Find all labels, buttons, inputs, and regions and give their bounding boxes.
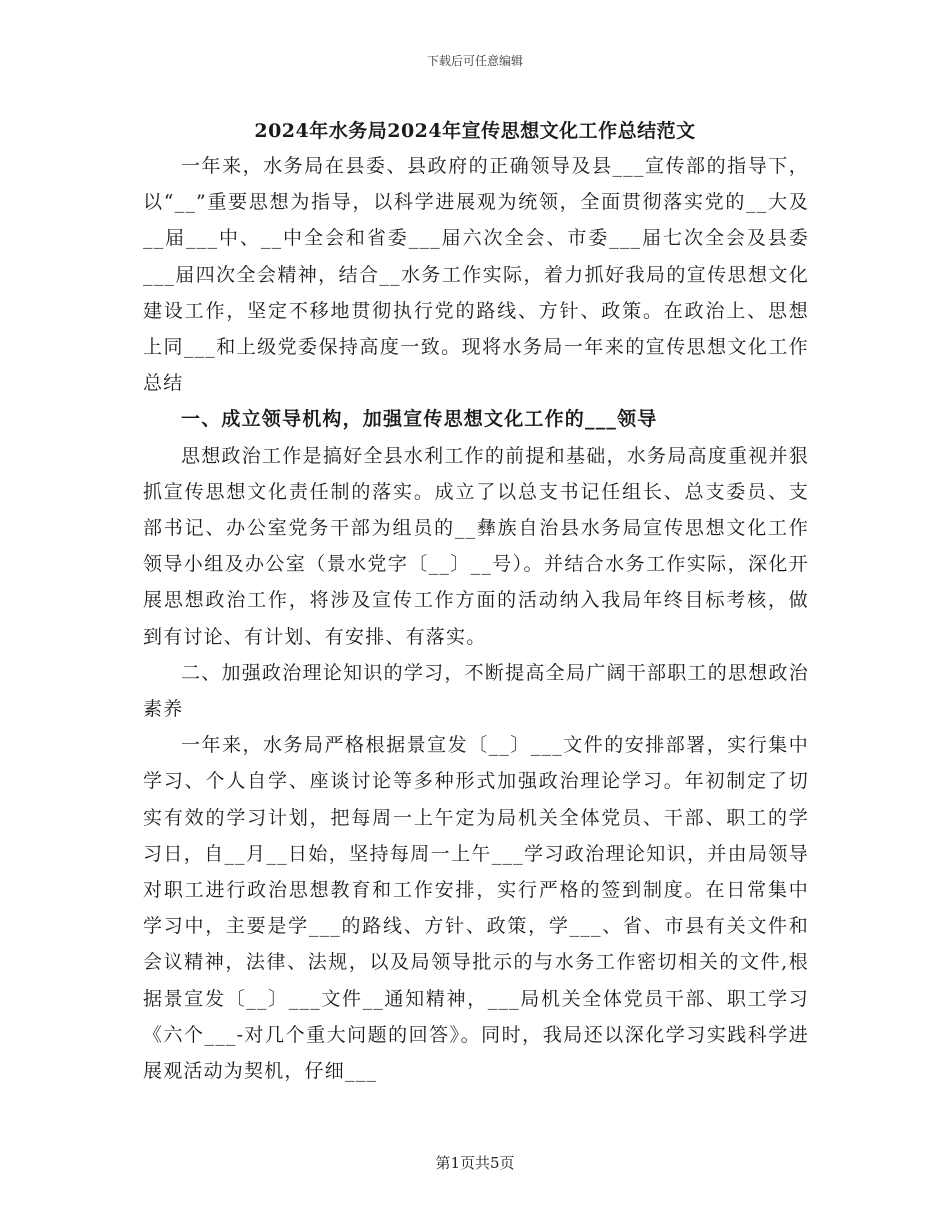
section-heading-1: 一、成立领导机构，加强宣传思想文化工作的___领导 bbox=[181, 408, 658, 431]
document-title: 2024年水务局2024年宣传思想文化工作总结范文 bbox=[254, 120, 696, 142]
paragraph-intro: 一年来，水务局在县委、县政府的正确领导及县___宣传部的指导下，以“__”重要思想为指导，以科学进展观为统领，全面贯彻落实党的__大及__届___中、__中全会和省委___届六次全会、市委___届七次全会及县委___届四次全会精神，结合__水务工作实际，着力抓好我局的宣传思想文化建设工作，坚定不移地贯彻执行党的路线、方针、政策。在政治上、思想上同___和上级党委保持高度一致。现将水务局一年来的宣传思想文化工作总结 bbox=[143, 155, 809, 395]
paragraph-section-2: 一年来，水务局严格根据景宣发〔__〕___文件的安排部署，实行集中学习、个人自学、座谈讨论等多种形式加强政治理论学习。年初制定了切实有效的学习计划，把每周一上午定为局机关全体党员、干部、职工的学习日，自__月__日始，坚持每周一上午___学习政治理论知识，并由局领导对职工进行政治思想教育和工作安排，实行严格的签到制度。在日常集中学习中，主要是学___的路线、方针、政策，学___、省、市县有关文件和会议精神，法律、法规，以及局领导批示的与水务工作密切相关的文件,根据景宣发〔__〕___文件__通知精神，___局机关全体党员干部、职工学习《六个___-对几个重大问题的回答》。同时，我局还以深化学习实践科学进展观活动为契机，仔细___ bbox=[143, 734, 809, 1083]
document-body bbox=[143, 148, 809, 1089]
paragraph-section-1: 思想政治工作是搞好全县水利工作的前提和基础，水务局高度重视并狠抓宣传思想文化责任制的落实。成立了以总支书记任组长、总支委员、支部书记、办公室党务干部为组员的__彝族自治县水务局宣传思想文化工作领导小组及办公室（景水党字〔__〕__号）。并结合水务工作实际，深化开展思想政治工作，将涉及宣传工作方面的活动纳入我局年终目标考核，做到有讨论、有计划、有安排、有落实。 bbox=[143, 444, 809, 648]
section-heading-2: 二、加强政治理论知识的学习，不断提高全局广阔干部职工的思想政治素养 bbox=[143, 661, 809, 721]
page-header-note: 下载后可任意编辑 bbox=[426, 54, 523, 68]
page-number-footer: 第1页共5页 bbox=[435, 1154, 515, 1172]
